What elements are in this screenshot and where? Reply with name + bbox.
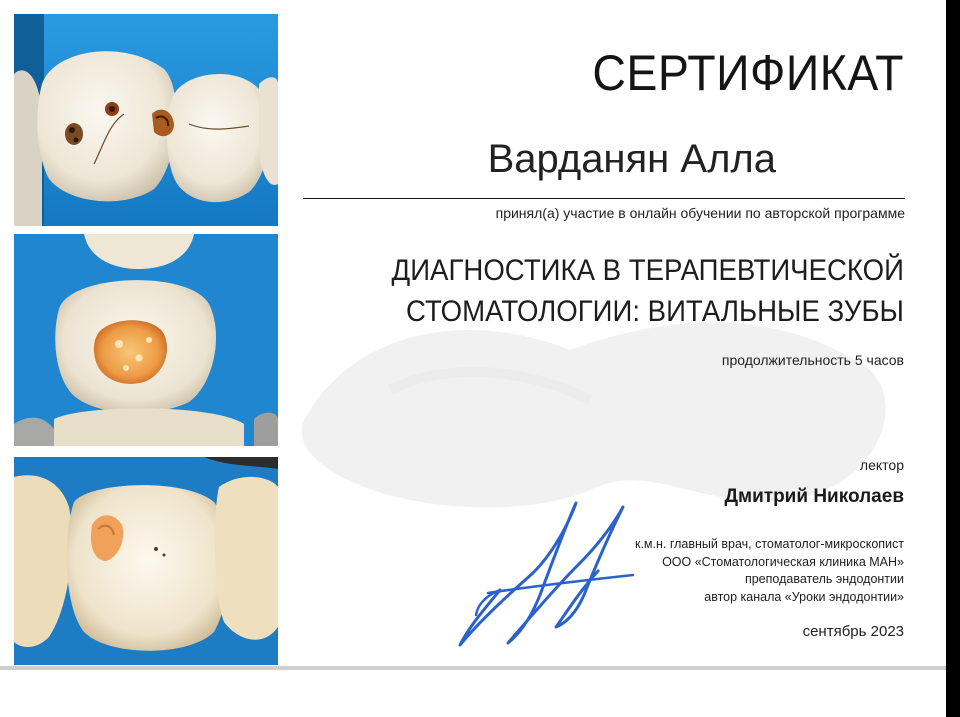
divider [303,198,905,199]
screen-edge [946,0,960,717]
dental-photo-cavity-preparation [14,234,278,446]
signature-icon [448,495,638,650]
credential-line: автор канала «Уроки эндодонтии» [704,589,904,604]
course-title-line-1: ДИАГНОСТИКА В ТЕРАПЕВТИЧЕСКОЙ [391,254,905,287]
dental-photo-caries-occlusal [14,14,278,226]
course-title [348,250,904,332]
lecturer-label: лектор [859,457,904,473]
page-shadow [0,666,946,670]
course-title-line-2: СТОМАТОЛОГИИ: ВИТАЛЬНЫЕ ЗУБЫ [406,295,904,328]
course-duration: продолжительность 5 часов [721,352,904,368]
credential-line: ООО «Стоматологическая клиника МАН» [662,554,904,569]
credential-line: к.м.н. главный врач, стоматолог-микроскопист [634,537,904,551]
participation-text: принял(а) участие в онлайн обучении по авторской программе [495,205,905,221]
issue-date: сентябрь 2023 [802,623,904,640]
certificate-title: СЕРТИФИКАТ [592,45,904,101]
dental-photo-distal-lesion [14,457,278,665]
credential-line: преподаватель эндодонтии [744,572,904,586]
lecturer-name: Дмитрий Николаев [724,486,904,507]
recipient-name: Варданян Алла [487,137,776,181]
